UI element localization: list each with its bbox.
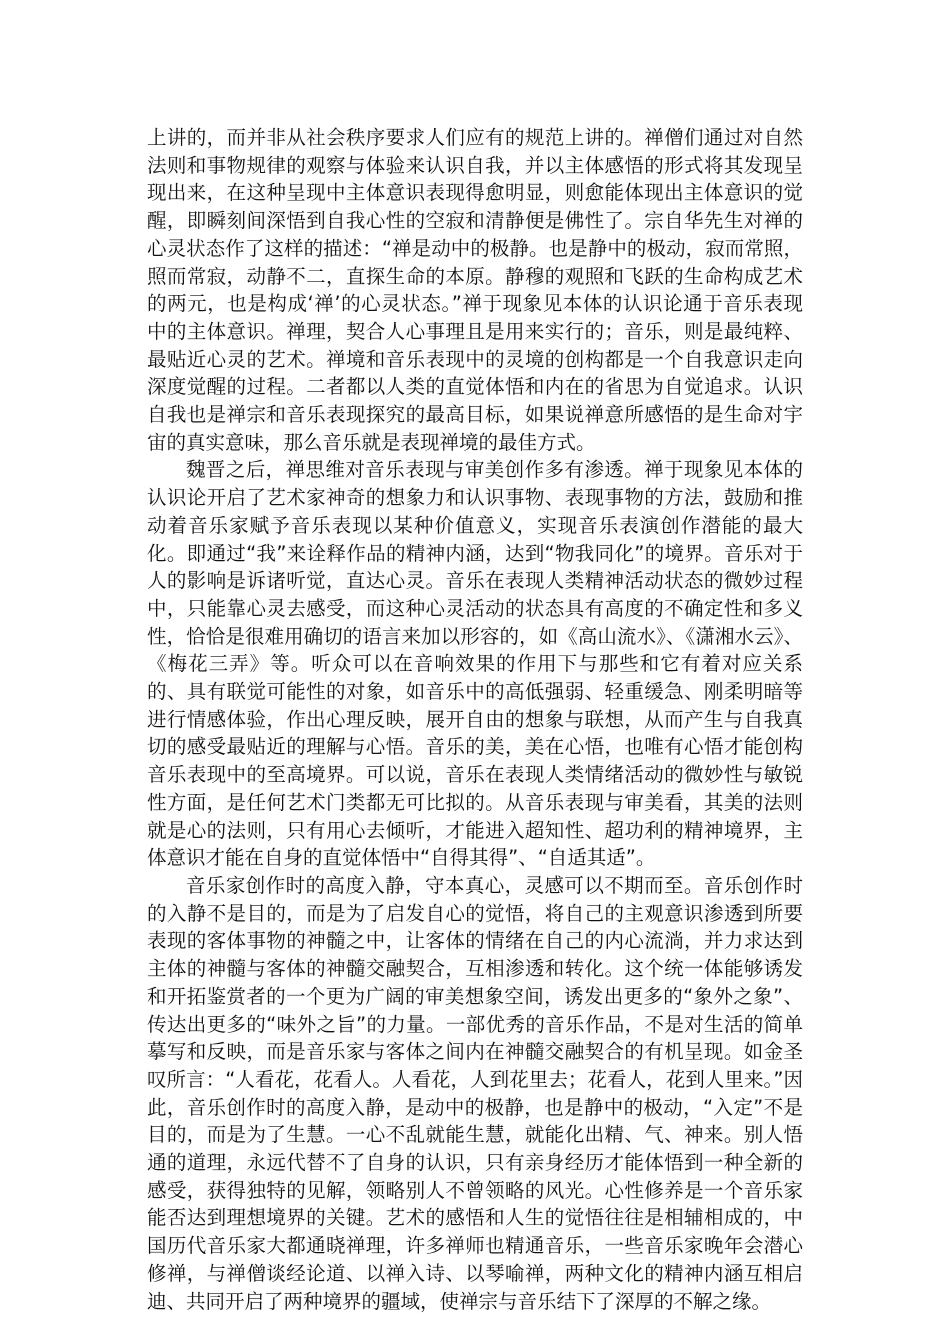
paragraph-composition: 音乐家创作时的高度入静，守本真心，灵感可以不期而至。音乐创作时的入静不是目的，而是为了启发自心的觉悟，将自己的主观意识渗透到所要表现的客体事物的神髓之中，让客体的情绪在自己的内心流淌，并力求达到主体的神髓与客体的神髓交融契合，互相渗透和转化。这个统一体能够诱发和开拓鉴赏者的一个更为广阔的审美想象空间，诱发出更多的“象外之象”、传达出更多的“味外之旨”的力量。一部优秀的音乐作品，不是对生活的简单摹写和反映，而是音乐家与客体之间内在神髓交融契合的有机呈现。如金圣叹所言：“人看花，花看人。人看花，人到花里去；花看人，花到人里来。”因此，音乐创作时的高度入静，是动中的极静，也是静中的极动，“入定”不是目的，而是为了生慧。一心不乱就能生慧，就能化出精、气、神来。别人悟通的道理，永远代替不了自身的认识，只有亲身经历才能体悟到一种全新的感受，获得独特的见解，领略别人不曾领略的风光。心性修养是一个音乐家能否达到理想境界的关键。艺术的感悟和人生的觉悟往往是相辅相成的，中国历代音乐家大都通晓禅理，许多禅师也精通音乐，一些音乐家晚年会潜心修禅，与禅僧谈经论道、以禅入诗、以琴喻禅，两种文化的精神内涵互相启迪、共同开启了两种境界的疆域，使禅宗与音乐结下了深厚的不解之缘。 xyxy=(147,873,803,1313)
body-text xyxy=(147,124,803,1315)
paragraph-continued: 上讲的，而并非从社会秩序要求人们应有的规范上讲的。禅僧们通过对自然法则和事物规律的观察与体验来认识自我，并以主体感悟的形式将其发现呈现出来，在这种呈现中主体意识表现得愈明显，则愈能体现出主体意识的觉醒，即瞬刻间深悟到自我心性的空寂和清静便是佛性了。宗自华先生对禅的心灵状态作了这样的描述：“禅是动中的极静。也是静中的极动，寂而常照，照而常寂，动静不二，直探生命的本原。静穆的观照和飞跃的生命构成艺术的两元，也是构成‘禅’的心灵状态。”禅于现象见本体的认识论通于音乐表现中的主体意识。禅理，契合人心事理且是用来实行的；音乐，则是最纯粹、最贴近心灵的艺术。禅境和音乐表现中的灵境的创构都是一个自我意识走向深度觉醒的过程。二者都以人类的直觉体悟和内在的省思为自觉追求。认识自我也是禅宗和音乐表现探究的最高目标，如果说禅意所感悟的是生命对宇宙的真实意味，那么音乐就是表现禅境的最佳方式。 xyxy=(147,126,803,454)
paragraph-wei-jin: 魏晋之后，禅思维对音乐表现与审美创作多有渗透。禅于现象见本体的认识论开启了艺术家神奇的想象力和认识事物、表现事物的方法，鼓励和推动着音乐家赋予音乐表现以某种价值意义，实现音乐表演创作潜能的最大化。即通过“我”来诠释作品的精神内涵，达到“物我同化”的境界。音乐对于人的影响是诉诸听觉，直达心灵。音乐在表现人类精神活动状态的微妙过程中，只能靠心灵去感受，而这种心灵活动的状态具有高度的不确定性和多义性，恰恰是很难用确切的语言来加以形容的，如《高山流水》、《潇湘水云》、《梅花三弄》等。听众可以在音响效果的作用下与那些和它有着对应关系的、具有联觉可能性的对象，如音乐中的高低强弱、轻重缓急、刚柔明暗等进行情感体验，作出心理反映，展开自由的想象与联想，从而产生与自我真切的感受最贴近的理解与心悟。音乐的美，美在心悟，也唯有心悟才能创构音乐表现中的至高境界。可以说，音乐在表现人类情绪活动的微妙性与敏锐性方面，是任何艺术门类都无可比拟的。从音乐表现与审美看，其美的法则就是心的法则，只有用心去倾听，才能进入超知性、超功利的精神境界，主体意识才能在自身的直觉体悟中“自得其得”、“自适其适”。 xyxy=(147,458,803,870)
